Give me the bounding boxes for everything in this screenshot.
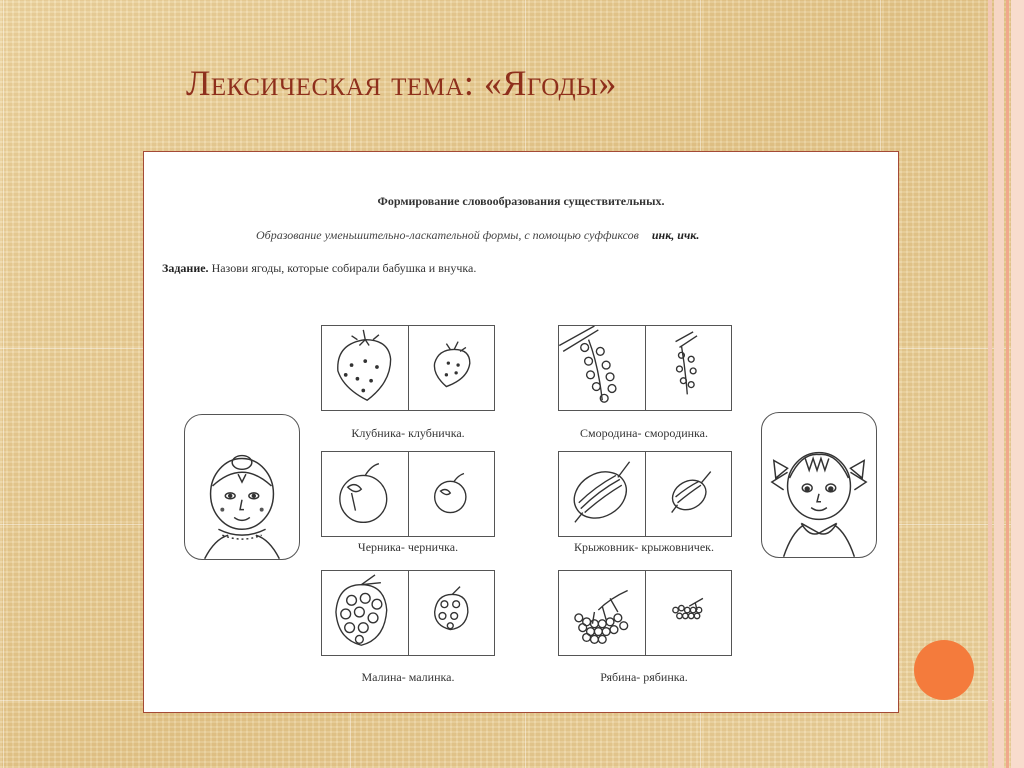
blueberry-icon xyxy=(322,452,408,536)
pair-caption: Смородина- смородинка. xyxy=(579,426,709,440)
worksheet xyxy=(143,151,899,713)
slide-title: Лексическая тема: «Ягоды» xyxy=(186,63,617,103)
suffixes: инк, ичк. xyxy=(651,228,700,242)
raspberry-icon xyxy=(322,571,408,655)
rowan-pair xyxy=(558,570,732,656)
granddaughter-icon xyxy=(761,412,877,558)
pair-caption: Черника- черничка. xyxy=(357,540,459,554)
grandmother-icon xyxy=(184,414,300,560)
currant-pair xyxy=(558,325,732,411)
decorative-stripes xyxy=(988,0,1024,768)
gooseberry-small-icon xyxy=(645,452,732,536)
task-label: Задание. xyxy=(162,261,209,275)
worksheet-subtitle xyxy=(256,228,699,243)
worksheet-heading: Формирование словообразования существительных. xyxy=(377,194,665,208)
pair-caption: Крыжовник- крыжовничек. xyxy=(574,540,714,554)
pair-caption: Рябина- рябинка. xyxy=(600,670,688,684)
subtitle-text: Образование уменьшительно-ласкательной формы, с помощью суффиксов xyxy=(256,228,639,242)
grid-line xyxy=(3,0,4,768)
currant-small-icon xyxy=(645,326,732,410)
strawberry-pair xyxy=(321,325,495,411)
blueberry-pair xyxy=(321,451,495,537)
gooseberry-icon xyxy=(559,452,645,536)
pair-caption: Малина- малинка. xyxy=(361,670,455,684)
raspberry-pair xyxy=(321,570,495,656)
decorative-dot xyxy=(914,640,974,700)
blueberry-small-icon xyxy=(408,452,495,536)
task-text: Назови ягоды, которые собирали бабушка и внучка. xyxy=(211,261,477,275)
rowan-icon xyxy=(559,571,645,655)
strawberry-icon xyxy=(322,326,408,410)
raspberry-small-icon xyxy=(408,571,495,655)
currant-icon xyxy=(559,326,645,410)
strawberry-small-icon xyxy=(408,326,495,410)
task-line xyxy=(162,261,476,276)
pair-caption: Клубника- клубничка. xyxy=(351,426,465,440)
gooseberry-pair xyxy=(558,451,732,537)
rowan-small-icon xyxy=(645,571,732,655)
